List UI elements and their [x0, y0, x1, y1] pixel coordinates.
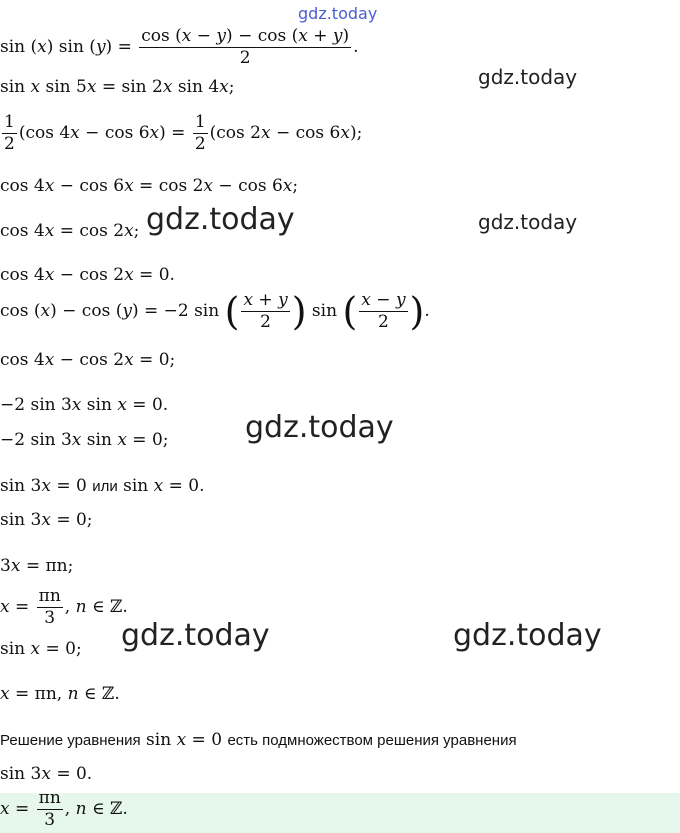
formula-product-to-sum: sin (x) sin (y) = $\frac{\cos (x - y) - \cos (x + y)}{2}$ .	[0, 26, 359, 68]
watermark-right-2: gdz.today	[478, 210, 578, 234]
eq-8: −2 sin 3x sin x = 0;	[0, 430, 169, 450]
eq-9: sin 3x = 0 или sin x = 0.	[0, 476, 205, 496]
watermark-mid-1: gdz.today	[146, 202, 295, 237]
eq-7: −2 sin 3x sin x = 0.	[0, 395, 169, 415]
eq-12: x = $\frac{\pi n}{3}$ , n ∈ ℤ.	[0, 586, 128, 628]
final-answer: x = $\frac{\pi n}{3}$ , n ∈ ℤ.	[0, 788, 128, 830]
solution-sentence: Решение уравнения sin x = 0 есть подмножеством решения уравнения	[0, 730, 517, 750]
watermark-right-1: gdz.today	[478, 65, 578, 89]
watermark-top: gdz.today	[298, 4, 378, 23]
eq-13: sin x = 0;	[0, 639, 82, 659]
eq-3: cos 4x − cos 6x = cos 2x − cos 6x;	[0, 176, 299, 196]
formula-cos-difference: cos (x) − cos (y) = −2 sin ( $\frac{x + y}{2}$ ) sin ( $\frac{x - y}{2}$ ).	[0, 289, 430, 334]
eq-15: sin 3x = 0.	[0, 764, 93, 784]
watermark-right-3: gdz.today	[453, 618, 602, 653]
sentence-suffix: есть подмножеством решения уравнения	[227, 732, 517, 749]
eq-5: cos 4x − cos 2x = 0.	[0, 265, 175, 285]
eq-10: sin 3x = 0;	[0, 510, 93, 530]
watermark-mid-2: gdz.today	[245, 410, 394, 445]
sentence-prefix: Решение уравнения	[0, 732, 141, 749]
eq-11: 3x = πn;	[0, 556, 74, 576]
eq-6: cos 4x − cos 2x = 0;	[0, 350, 176, 370]
word-ili: или	[92, 478, 118, 495]
watermark-left-3: gdz.today	[121, 618, 270, 653]
eq-14: x = πn, n ∈ ℤ.	[0, 684, 120, 704]
eq-4: cos 4x = cos 2x;	[0, 221, 140, 241]
eq-2: $\frac{1}{2}$ (cos 4x − cos 6x) = $\frac{1}{2}$ (cos 2x − cos 6x);	[4, 112, 363, 154]
eq-1: sin x sin 5x = sin 2x sin 4x;	[0, 77, 235, 97]
